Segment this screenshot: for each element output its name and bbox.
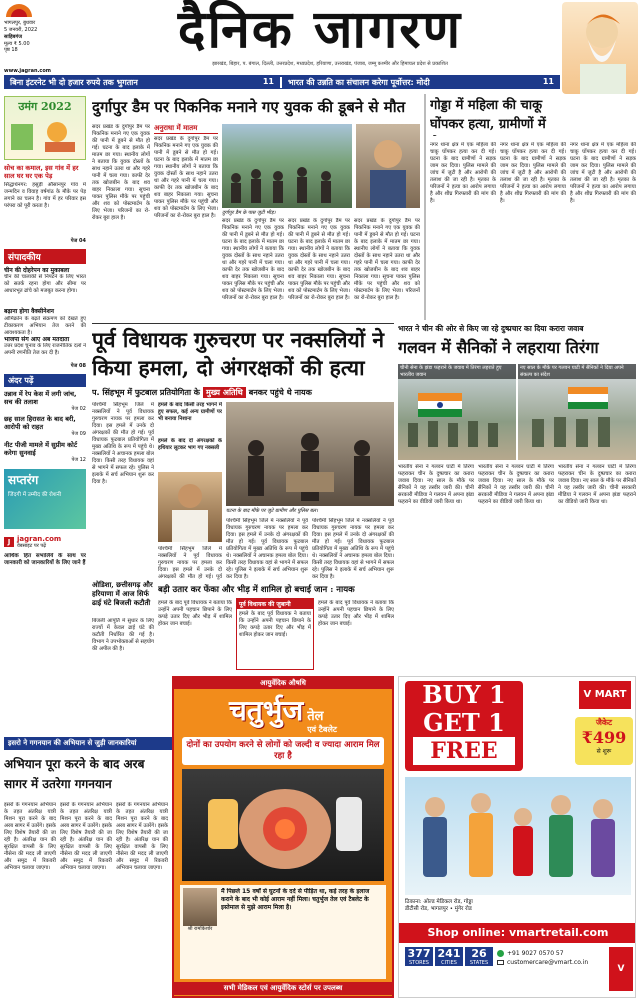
crowd-photo-icon (222, 124, 352, 208)
inside-item-3[interactable] (4, 441, 86, 464)
vmart-buy: BUY 1 (422, 680, 506, 709)
vmart-free: FREE (413, 737, 515, 765)
inside-item-2[interactable] (4, 415, 86, 438)
galwan-caption-1: चीनी सेना के झंडा फहराने के जवाब में तिरंगा लहराते हुए भारतीय जवान (398, 364, 516, 379)
lead-photo-2 (356, 124, 420, 208)
vmart-price: ₹499 (581, 728, 627, 747)
galwan-text-col-1: भारतीय सेना ने गलवन घाटी में तिरंगा फहराकर चीन के दुष्प्रचार का करारा जवाब दिया। नए साल के मौके पर सैनिकों ने यह तस्वीर जारी की। चीनी सरकारी मीडिया ने गलवन में अपना झंडा फहराने का वीडियो जारी किया था। (398, 464, 474, 505)
vmart-cities-label: CITIES (441, 960, 457, 966)
vmart-contact (497, 949, 605, 967)
ad-testimonial (180, 885, 386, 979)
ad-brand-row (174, 689, 392, 737)
galwan-text-col-2: भारतीय सेना ने गलवन घाटी में तिरंगा फहराकर चीन के दुष्प्रचार का करारा जवाब दिया। नए साल के मौके पर सैनिकों ने यह तस्वीर जारी की। चीनी सरकारी मीडिया ने गलवन में अपना झंडा फहराने का वीडियो जारी किया था। (478, 464, 554, 505)
godda-text-col-1: नगर थाना क्षेत्र में एक महिला की चाकू घोंपकर हत्या कर दी गई। घटना के बाद ग्रामीणों ने सड़क जाम कर दिया। पुलिस मामले की जांच में जुटी है और आरोपी की तलाश की जा रही है। मृतका के परिजनों ने हत्या का आरोप लगाया है और शीघ्र गिरफ्तारी की मांग की है। (430, 142, 496, 204)
lead-text-col-1: सदर प्रखंड के दुर्गापुर डैम पर पिकनिक मनाने गए एक युवक की पानी में डूबने से मौत हो गई। घटना के बाद इलाके में मातम छा गया। स्थानीय लोगों ने बताया कि युवक दोस्तों के साथ नहाने उतरा था और गहरे पानी में चला गया। काफी देर तक खोजबीन के बाद शव बाहर निकाला गया। सूचना पाकर पुलिस मौके पर पहुंची और शव को पोस्टमार्टम के लिए भेजा। परिजनों का रो-रोकर बुरा हाल है। (92, 124, 150, 221)
masthead-regions: झारखंड, बिहार, प. बंगाल, दिल्ली, उत्तरप्रदेश, मध्यप्रदेश, हरियाणा, उत्तराखंड, पंजाब, जम्मू कश्मीर और हिमाचल प्रदेश से प्रकाशित (212, 61, 448, 67)
umang-title: उमंग 2022 (18, 100, 72, 113)
vmart-offer (405, 681, 523, 771)
main-point-1: हमले के बाद किसी तरह भागने में हुए सफल, कई अन्य ग्रामीणों पर भी बनाया निशाना (158, 402, 222, 422)
main-caption: घटना के बाद मौके पर जुटे ग्रामीण और पुलिस बल। (226, 508, 318, 514)
main-headline[interactable]: पूर्व विधायक गुरुचरण पर नक्सलियों ने किया हमला, दो अंगरक्षकों की हत्या (92, 327, 385, 380)
vmart-shop-online[interactable]: Shop online: vmartretail.com (399, 923, 636, 943)
knee-pain-icon (182, 769, 388, 881)
vmart-v-logo-icon: V (609, 947, 633, 991)
vmart-phone-row[interactable] (497, 949, 605, 958)
godda-text-col-2: नगर थाना क्षेत्र में एक महिला की चाकू घोंपकर हत्या कर दी गई। घटना के बाद ग्रामीणों ने सड़क जाम कर दिया। पुलिस मामले की जांच में जुटी है और आरोपी की तलाश की जा रही है। मृतका के परिजनों ने हत्या का आरोप लगाया है और शीघ्र गिरफ्तारी की मांग की है। (500, 142, 566, 204)
vmart-email-row[interactable] (497, 958, 605, 967)
editorial-3[interactable] (4, 336, 86, 370)
soldiers-flag-icon (398, 379, 516, 449)
main-sub2[interactable]: बड़ी उतार कर फेंका और भीड़ में शामिल हो बचाई जान : नायक (158, 585, 355, 595)
lead-text-col-3: सदर प्रखंड के दुर्गापुर डैम पर पिकनिक मनाने गए एक युवक की पानी में डूबने से मौत हो गई। घटना के बाद इलाके में मातम छा गया। स्थानीय लोगों ने बताया कि युवक दोस्तों के साथ नहाने उतरा था और गहरे पानी में चला गया। काफी देर तक खोजबीन के बाद शव बाहर निकाला गया। सूचना पाकर पुलिस मौके पर पहुंची और शव को पोस्टमार्टम के लिए भेजा। परिजनों का रो-रोकर बुरा हाल है। (222, 218, 284, 301)
vmart-ad[interactable] (398, 676, 636, 998)
lead-headline[interactable]: दुर्गापुर डैम पर पिकनिक मनाने गए युवक की डूबने से मौत (92, 98, 406, 116)
brief-1[interactable] (4, 164, 86, 245)
ad-brand-suffix-2: एवं टैबलेट (307, 725, 337, 734)
ad-brand: चतुर्भुज (229, 694, 304, 727)
vmart-price-tag (575, 717, 633, 765)
ad-person (183, 888, 217, 976)
lead-sidebar-text: सदर प्रखंड के दुर्गापुर डैम पर पिकनिक मनाने गए एक युवक की पानी में डूबने से मौत हो गई। घटना के बाद इलाके में मातम छा गया। स्थानीय लोगों ने बताया कि युवक दोस्तों के साथ नहाने उतरा था और गहरे पानी में चला गया। काफी देर तक खोजबीन के बाद शव बाहर निकाला गया। सूचना पाकर पुलिस मौके पर पहुंची और शव को पोस्टमार्टम के लिए भेजा। परिजनों का रो-रोकर बुरा हाल है। (154, 136, 218, 219)
main-point-2: हमले के बाद दो अंगरक्षकों के हथियार लूटकर भाग गए नक्सली (158, 438, 222, 451)
chaturbhuj-ad[interactable] (172, 676, 394, 998)
masthead-website[interactable]: www.jagran.com (4, 68, 52, 74)
main-text-col-4: पश्चिमी सिंहभूम जिले में नक्सलियों ने पूर्व विधायक गुरुचरण नायक पर हमला कर दिया। इस हमले में उनके दो अंगरक्षकों की मौत हो गई। पूर्व विधायक फुटबाल प्रतियोगिता में मुख्य अतिथि के रूप में पहुंचे थे। नक्सलियों ने अचानक हमला बोल दिया। किसी तरह विधायक वहां से भागने में सफल रहे। पुलिस ने इलाके में सर्च अभियान शुरू कर दिया है। (312, 518, 394, 580)
editorial-page: पेज 08 (70, 363, 86, 369)
main-sub-start: प. सिंहभूम में फुटबाल प्रतियोगिता के (92, 387, 200, 397)
vmart-address-2: डीटीसी रोड, भागलपुर • मुंगेर रोड (405, 906, 472, 912)
top-strip-right-text: भारत की उन्नति का संचालन करेगा पूर्वोत्तर: मोदी (288, 77, 430, 87)
ad-brand-suffix: तेल (307, 709, 324, 724)
main-quote-text: हमले के बाद पूर्व विधायक ने बताया कि उन्होंने अपनी पहचान छिपाने के लिए कपड़े उतार दिए और भीड़ में शामिल होकर जान बचाई। (239, 611, 311, 638)
top-strip-right-page: 11 (542, 76, 554, 86)
brief-1-text: सिद्धार्थनगर: हसुड़ी औसानपुर गांव में जन्मदिन व विवाह वर्षगांठ के मौके पर पेड़ लगाने का चलन है। गांव में हर परिवार इस परंपरा को पूरी करता है। (4, 182, 86, 209)
jagran-j-icon: J (4, 537, 14, 547)
main-sub-end: बनकर पहुंचे थे नायक (248, 387, 312, 397)
vmart-phone: +91 9027 0570 57 (507, 950, 564, 957)
soldiers-group-icon (518, 379, 636, 449)
galwan-photo-2 (518, 364, 636, 460)
main-text-col-2: पश्चिमी सिंहभूम जिले में नक्सलियों ने पूर्व विधायक गुरुचरण नायक पर हमला कर दिया। इस हमले में उनके दो अंगरक्षकों की मौत हो गई। पूर्व (158, 546, 222, 580)
vmart-address-1: ठिकाना: ओल्ड मेडिकल रोड, गोड्डा (405, 899, 473, 905)
inside-item-3-title: नीट पीजी मामले में सुप्रीम कोर्ट करेगा सुनवाई (4, 440, 78, 457)
isro-text-col-3: इसरो के गगनयान अभियान के तहत अंतरिक्ष यात्री मिशन पूरा करने के बाद अरब सागर में उतरेंगे। इसके लिए विशेष तैयारी की जा रही है। अंतरिक्ष यान की सुरक्षित वापसी के लिए नौसेना की मदद ली जाएगी और समुद्र में रिकवरी अभियान चलाया जाएगा। (116, 802, 168, 871)
main-sub-box: मुख्य अतिथि (203, 387, 246, 398)
vmart-email: customercare@vmart.co.in (507, 959, 589, 966)
masthead-pages: पृष्ठ 18 (4, 47, 18, 53)
lead-text-col-5: सदर प्रखंड के दुर्गापुर डैम पर पिकनिक मनाने गए एक युवक की पानी में डूबने से मौत हो गई। घटना के बाद इलाके में मातम छा गया। स्थानीय लोगों ने बताया कि युवक दोस्तों के साथ नहाने उतरा था और गहरे पानी में चला गया। काफी देर तक खोजबीन के बाद शव बाहर निकाला गया। सूचना पाकर पुलिस मौके पर पहुंची और शव को पोस्टमार्टम के लिए भेजा। परिजनों का रो-रोकर बुरा हाल है। (354, 218, 420, 301)
masthead-city: भागलपुर, बुधवार (4, 20, 36, 26)
sun-logo-icon (4, 4, 34, 18)
main-points (158, 402, 222, 472)
inside-item-2-page: पेज 09 (71, 431, 86, 437)
brief-1-title: सोच का कमाल, इस गांव में हर साल घर घर एक पेड़ (4, 164, 79, 180)
vmart-stores-num: 377 (407, 947, 431, 960)
vmart-states (465, 947, 493, 966)
vmart-addresses (405, 899, 631, 913)
masthead-title: दैनिक जागरण (177, 0, 463, 60)
editorial-2[interactable] (4, 308, 86, 336)
jagran-com-label: jagran.com (17, 535, 62, 543)
vmart-stores-label: STORES (409, 960, 429, 966)
godda-text-col-3: नगर थाना क्षेत्र में एक महिला की चाकू घोंपकर हत्या कर दी गई। घटना के बाद ग्रामीणों ने सड़क जाम कर दिया। पुलिस मामले की जांच में जुटी है और आरोपी की तलाश की जा रही है। मृतका के परिजनों ने हत्या का आरोप लगाया है और शीघ्र गिरफ्तारी की मांग की है। (570, 142, 636, 204)
main-photo-leader (158, 472, 222, 542)
isro-text-col-2: इसरो के गगनयान अभियान के तहत अंतरिक्ष यात्री मिशन पूरा करने के बाद अरब सागर में उतरेंगे। इसके लिए विशेष तैयारी की जा रही है। अंतरिक्ष यान की सुरक्षित वापसी के लिए नौसेना की मदद ली जाएगी और समुद्र में रिकवरी अभियान चलाया जाएगा। (60, 802, 112, 871)
vmart-stats (405, 947, 493, 966)
andar-header: अंदर पढ़ें (4, 374, 86, 387)
vmart-logo: V MART (579, 681, 631, 709)
editorial-2-text: ओमिक्रोन के बढ़ते संक्रमण को देखते हुए टीकाकरण अभियान तेज करने की आवश्यकता है। (4, 315, 86, 336)
galwan-text-col-3: भारतीय सेना ने गलवन घाटी में तिरंगा फहराकर चीन के दुष्प्रचार का करारा जवाब दिया। नए साल के मौके पर सैनिकों ने यह तस्वीर जारी की। चीनी सरकारी मीडिया ने गलवन में अपना झंडा फहराने का वीडियो जारी किया था। (558, 464, 636, 505)
top-strip-left-page: 11 (262, 76, 274, 86)
masthead-date: 5 जनवरी, 2022 (4, 26, 38, 33)
top-strip-right[interactable] (282, 77, 560, 88)
galwan-headline[interactable]: गलवन में सैनिकों ने लहराया तिरंगा (398, 338, 599, 357)
vmart-states-num: 26 (471, 947, 487, 960)
top-strip-left-text: बिना इंटरनेट भी दो हजार रुपये तक भुगतान (10, 77, 138, 87)
godda-divider (424, 94, 426, 320)
lead-text-col-4: सदर प्रखंड के दुर्गापुर डैम पर पिकनिक मनाने गए एक युवक की पानी में डूबने से मौत हो गई। घटना के बाद इलाके में मातम छा गया। स्थानीय लोगों ने बताया कि युवक दोस्तों के साथ नहाने उतरा था और गहरे पानी में चला गया। काफी देर तक खोजबीन के बाद शव बाहर निकाला गया। सूचना पाकर पुलिस मौके पर पहुंची और शव को पोस्टमार्टम के लिए भेजा। परिजनों का रो-रोकर बुरा हाल है। (288, 218, 350, 301)
galwan-caption-2: नए साल के मौके पर गलवन घाटी में सैनिकों ने दिया अपने संकल्प का संदेश (518, 364, 636, 379)
galwan-photo-1 (398, 364, 516, 460)
inside-item-1[interactable] (4, 390, 86, 413)
victim-portrait-icon (356, 124, 420, 208)
vmart-price-sub: से शुरू (596, 748, 612, 755)
lead-sidebar (154, 124, 218, 320)
isro-blue-bar: इसरो ने गगनयान की अभियान से जुड़ी जानकारियां (4, 737, 292, 750)
editorial-3-title: भाजपा संग आए अब मतदाता (4, 335, 70, 343)
jagran-com-box[interactable] (4, 535, 86, 550)
lead-caption: दुर्गापुर डैम के पास जुटी भीड़। (222, 210, 276, 216)
whatsapp-icon (497, 950, 504, 957)
ad-footer: सभी मेडिकल एवं आयुर्वेदिक स्टोर्स पर उपलब्ध (174, 982, 392, 995)
odisha-text: बिजली आपूर्ति में सुधार के लिए राज्यों में केवल ढाई घंटे की कटौती निर्धारित की गई है। विभाग ने उपभोक्ताओं से सहयोग की अपील की है। (92, 618, 154, 652)
saptrang-text: जिंदगी में उम्मीद की रोशनी (8, 492, 62, 498)
inside-item-1-page: पेज 02 (71, 405, 86, 412)
godda-headline[interactable]: गोड्डा में महिला की चाकू घोंपकर हत्या, ग्रामीणों में (430, 98, 546, 132)
brief-1-page: पेज 04 (70, 238, 86, 244)
vmart-models-image (405, 777, 631, 895)
jagran-com-sub: वेबसाइट पर पढ़ें (17, 543, 47, 549)
main-photo-scene (226, 402, 394, 506)
main-text-col-1: पश्चिमी सिंहभूम जिले में नक्सलियों ने पूर्व विधायक गुरुचरण नायक पर हमला कर दिया। इस हमले में उनके दो अंगरक्षकों की मौत हो गई। पूर्व विधायक फुटबाल प्रतियोगिता में मुख्य अतिथि के रूप में पहुंचे थे। नक्सलियों ने अचानक हमला बोल दिया। किसी तरह विधायक वहां से भागने में सफल रहे। पुलिस ने इलाके में सर्च अभियान शुरू कर दिया है। (92, 402, 154, 485)
saptrang-title: सप्तरंग (8, 473, 39, 487)
main-text-col-3: पश्चिमी सिंहभूम जिले में नक्सलियों ने पूर्व विधायक गुरुचरण नायक पर हमला कर दिया। इस हमले में उनके दो अंगरक्षकों की मौत हो गई। पूर्व विधायक फुटबाल प्रतियोगिता में मुख्य अतिथि के रूप में पहुंचे थे। नक्सलियों ने अचानक हमला बोल दिया। किसी तरह विधायक वहां से भागने में सफल रहे। पुलिस ने इलाके में सर्च अभियान शुरू कर दिया है। (226, 518, 308, 580)
lead-photo (222, 124, 352, 208)
masthead-edition: साहिबगंज (4, 34, 23, 40)
vmart-get: GET 1 (423, 708, 505, 737)
inside-item-2-title: छह साल हिरासत के बाद बरी, आरोपी को राहत (4, 415, 76, 431)
umang-box (4, 96, 86, 160)
elder-portrait-icon (562, 2, 638, 94)
main-sub2-text-2: हमले के बाद पूर्व विधायक ने बताया कि उन्होंने अपनी पहचान छिपाने के लिए कपड़े उतार दिए और भीड़ में शामिल होकर जान बचाई। (318, 600, 394, 627)
odisha-headline[interactable]: ओडिशा, छत्तीसगढ़ और हरियाणा में आज सिर्फ ढाई घंटे बिजली कटौती (92, 580, 153, 607)
editorial-1[interactable] (4, 267, 86, 309)
editorial-1-title: चीन की दोहरेपन का मुकाबला (4, 266, 70, 274)
umang-illustration-icon (5, 114, 85, 154)
editorial-1-text: चीन की चालाकी से निपटने के लिए भारत को सतर्क रहना होगा और सीमा पर आधारभूत ढांचे को मजबूत करना होगा। (4, 274, 86, 294)
isro-text-col-1: इसरो के गगनयान अभियान के तहत अंतरिक्ष यात्री मिशन पूरा करने के बाद अरब सागर में उतरेंगे। इसके लिए विशेष तैयारी की जा रही है। अंतरिक्ष यान की सुरक्षित वापसी के लिए नौसेना की मदद ली जाएगी और समुद्र में रिकवरी अभियान चलाया जाएगा। (4, 802, 56, 871)
vmart-states-label: STATES (469, 960, 489, 966)
ad-person-name: श्री रामकिशोर (187, 926, 213, 932)
attack-scene-icon (226, 402, 394, 506)
ad-body: मैं पिछले 15 वर्षों से घुटनों के दर्द से पीड़ित था, कई तरह के इलाज कराने के बाद भी कोई आराम नहीं मिला। चतुर्भुज तेल एवं टैबलेट के इस्तेमाल से मुझे आराम मिला है। (221, 888, 370, 911)
masthead-ad-graphic (562, 2, 638, 94)
ad-person-photo (183, 888, 217, 926)
vmart-stores (405, 947, 433, 966)
main-top-rule (92, 323, 394, 324)
ad-knee-image (182, 769, 384, 881)
saptrang-box[interactable] (4, 469, 86, 529)
left-column (4, 96, 86, 730)
masthead-left (4, 4, 76, 66)
inside-item-1-title: उन्नाव में रेप केस में लगी जांच, सच की तलाश (4, 389, 77, 406)
vmart-cities (435, 947, 463, 966)
main-sub (92, 386, 394, 398)
galwan-top: भारत ने चीन की ओर से किए जा रहे दुष्प्रचार का दिया करारा जवाब (398, 324, 584, 333)
editorial-3-text: उत्तर प्रदेश चुनाव के लिए राजनीतिक दलों ने अपनी रणनीति तेज कर दी है। (4, 343, 86, 356)
family-models-icon (405, 777, 631, 895)
main-quote-label: पूर्व विधायक की जुबानी (237, 599, 313, 609)
top-strip (4, 75, 560, 89)
vmart-cities-num: 241 (437, 947, 461, 960)
main-sub2-text-1: हमले के बाद पूर्व विधायक ने बताया कि उन्होंने अपनी पहचान छिपाने के लिए कपड़े उतार दिए और भीड़ में शामिल होकर जान बचाई। (158, 600, 232, 627)
mail-icon (497, 960, 504, 965)
leader-portrait-icon (158, 472, 222, 542)
vmart-jacket: जैकेट (595, 718, 613, 727)
main-quote-box (236, 598, 314, 670)
lead-kicker: अनुराधा में मातम (154, 124, 218, 134)
sampadkiya-header: संपादकीय (4, 249, 86, 264)
top-strip-left[interactable] (4, 77, 282, 88)
masthead-price: मूल्य ₹ 5.00 (4, 40, 30, 47)
ad-badge: आयुर्वेदिक औषधि (174, 678, 392, 689)
ad-tagline: दोनों का उपयोग करने से लोगों को जल्दी व ज्यादा आराम मिल रहा है (182, 737, 384, 765)
isro-headline[interactable]: अभियान पूरा करने के बाद अरब सागर में उतरेगा गगनयान (4, 757, 145, 791)
jagran-com-brief: आर्थिक हित संभालिये के साथ पर जानकारी को जानकारियों के लिए जाने हैं (4, 552, 86, 566)
inside-item-3-page: पेज 12 (71, 456, 86, 463)
editorial-2-title: बढ़ाना होगा वैक्सीनेशन (4, 308, 55, 315)
